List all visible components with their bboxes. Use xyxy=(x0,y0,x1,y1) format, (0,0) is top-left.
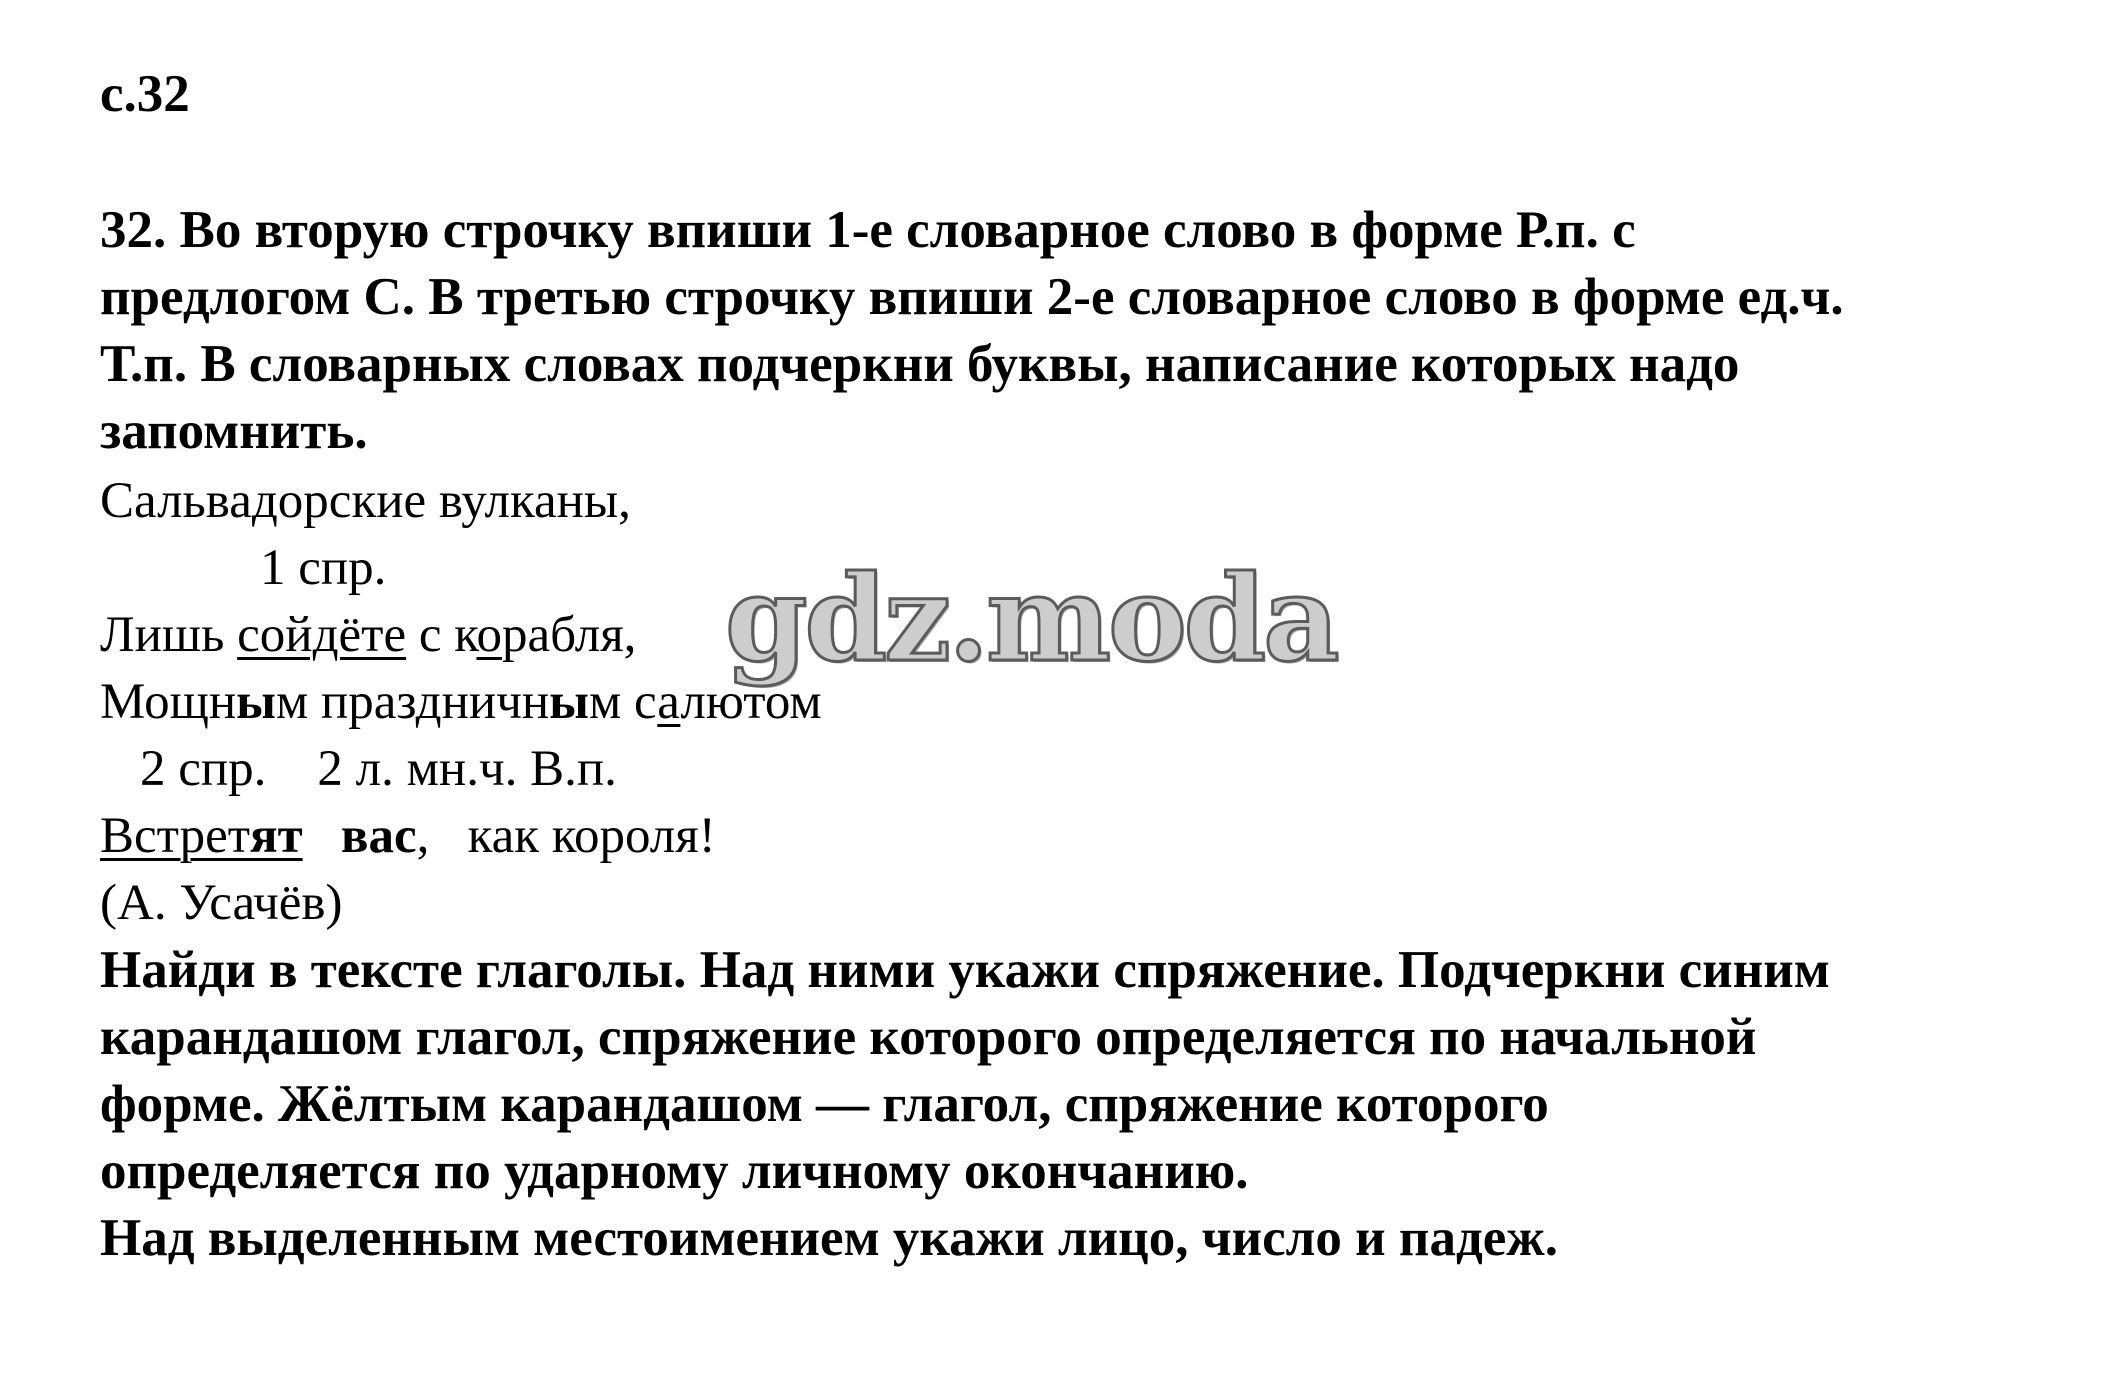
task-line: 32. Во вторую строчку впиши 1-е словарное слово в форме Р.п. с xyxy=(100,201,1636,259)
poem-line-4 xyxy=(100,808,716,864)
highlighted-pronoun: вас xyxy=(340,808,417,864)
text-fragment: м праздничн xyxy=(275,674,550,730)
conjugation-note-2: 2 спр. 2 л. мн.ч. В.п. xyxy=(140,741,617,797)
text-fragment: лютом xyxy=(680,674,822,730)
instruction-line: карандашом глагол, спряжение которого определяется по начальной xyxy=(100,1008,1757,1066)
text-fragment: , как короля! xyxy=(416,808,716,864)
page-reference: с.32 xyxy=(100,65,190,123)
text-fragment: Лишь xyxy=(100,607,238,663)
poem-line-1: Сальвадорские вулканы, xyxy=(100,473,631,529)
watermark-logo: gdz.moda xyxy=(725,549,1337,688)
conjugation-note-1: 1 спр. xyxy=(260,540,387,596)
bold-ending: ы xyxy=(236,674,276,730)
text-fragment: Встрет xyxy=(100,808,250,864)
bold-ending: ят xyxy=(250,808,303,864)
text-fragment xyxy=(303,808,341,864)
poem-author: (А. Усачёв) xyxy=(100,875,343,931)
task-line: предлогом С. В третью строчку впиши 2-е словарное слово в форме ед.ч. xyxy=(100,268,1844,326)
underlined-verb: сойдёте xyxy=(237,607,407,663)
instruction-line: Найди в тексте глаголы. Над ними укажи спряжение. Подчеркни синим xyxy=(100,941,1830,999)
underlined-letter: о xyxy=(476,607,502,663)
text-fragment: м с xyxy=(588,674,658,730)
instruction-line: Над выделенным местоимением укажи лицо, число и падеж. xyxy=(100,1209,1558,1267)
underlined-verb xyxy=(100,808,303,864)
task-line: запомнить. xyxy=(100,402,368,460)
bold-ending: ы xyxy=(549,674,589,730)
poem-line-3 xyxy=(100,674,822,730)
task-line: Т.п. В словарных словах подчеркни буквы, написание которых надо xyxy=(100,335,1740,393)
instruction-line: форме. Жёлтым карандашом — глагол, спряжение которого xyxy=(100,1075,1549,1133)
poem-line-2 xyxy=(100,607,637,663)
text-fragment: с к xyxy=(406,607,477,663)
instruction-line: определяется по ударному личному окончанию. xyxy=(100,1142,1249,1200)
text-fragment: рабля, xyxy=(501,607,637,663)
text-fragment: Мощн xyxy=(100,674,237,730)
underlined-letter: а xyxy=(657,674,681,730)
